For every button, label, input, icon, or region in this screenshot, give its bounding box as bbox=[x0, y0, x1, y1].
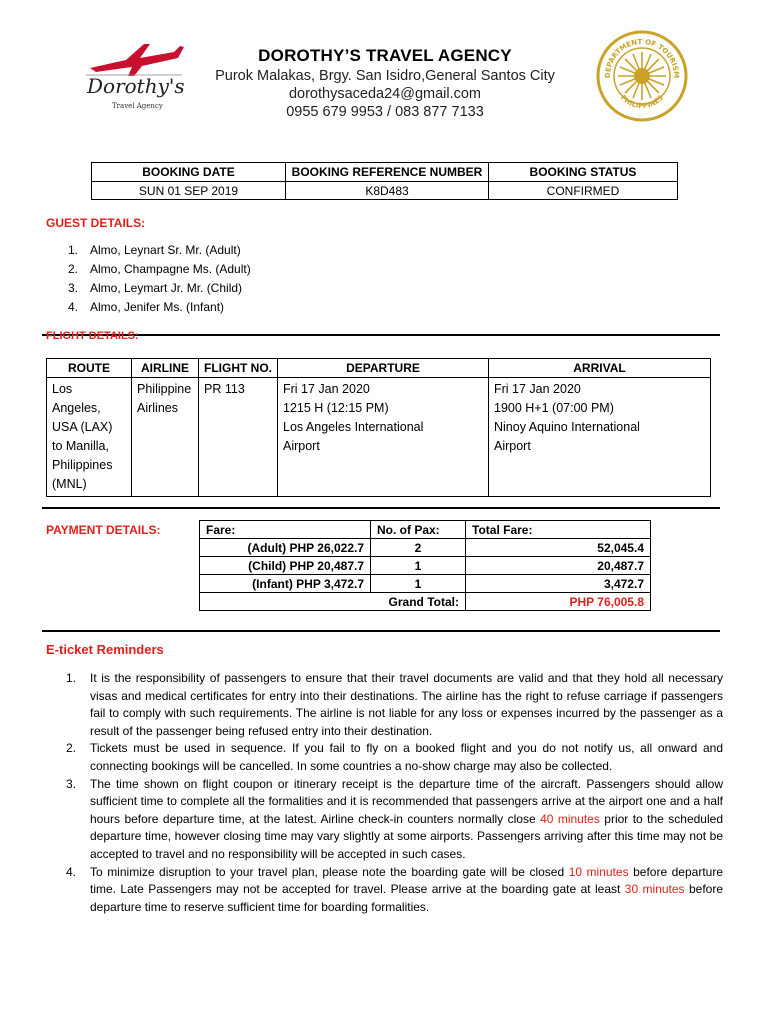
grand-total-label: Grand Total: bbox=[200, 593, 466, 611]
booking-status: CONFIRMED bbox=[489, 182, 678, 200]
pax-header: No. of Pax: bbox=[371, 521, 466, 539]
dot-seal bbox=[596, 30, 688, 122]
departure-cell: Fri 17 Jan 2020 1215 H (12:15 PM) Los Angeles International Airport bbox=[278, 378, 489, 497]
agency-phones: 0955 679 9953 / 083 877 7133 bbox=[286, 104, 484, 120]
sun-seal-icon bbox=[596, 30, 688, 122]
table-row: (Child) PHP 20,487.7 1 20,487.7 bbox=[200, 557, 651, 575]
booking-date: SUN 01 SEP 2019 bbox=[92, 182, 286, 200]
booking-ref-header: BOOKING REFERENCE NUMBER bbox=[286, 163, 489, 182]
list-item: 1. It is the responsibility of passengers to ensure that their travel documents are valid and that they hold all necessary visas and medical certificates for entry into their destinations. The airline has the right to refuse carriage if passengers fail to comply with such requirements. The airline is not liable for any loss or expenses incurred by the passenger as a result of the passenger being refused entry into their destination. bbox=[66, 671, 723, 738]
booking-date-header: BOOKING DATE bbox=[92, 163, 286, 182]
airplane-icon bbox=[82, 38, 188, 78]
agency-name: DOROTHY’S TRAVEL AGENCY bbox=[258, 46, 512, 65]
airline-cell: Philippine Airlines bbox=[132, 378, 199, 497]
departure-header: DEPARTURE bbox=[278, 359, 489, 378]
list-item: 4. To minimize disruption to your travel plan, please note the boarding gate will be closed 10 minutes before departure time. Late Passengers may not be accepted for travel. Please arrive at the boarding gate at least 30 minutes before departure time to reserve sufficient time for boarding formalities. bbox=[66, 864, 724, 914]
agency-logo bbox=[82, 38, 188, 122]
agency-email: dorothysaceda24@gmail.com bbox=[288, 86, 482, 102]
list-item: 3. Almo, Leymart Jr. Mr. (Child) bbox=[68, 281, 243, 295]
reminders-list bbox=[66, 670, 723, 916]
list-item: 2. Tickets must be used in sequence. If you fail to fly on a booked flight and you do not notify us, all onward and connecting bookings will be cancelled. In some countries a no-show charge may also be collected. bbox=[66, 741, 723, 773]
booking-ref: K8D483 bbox=[286, 182, 489, 200]
logo-wordmark: Dorothy's bbox=[87, 74, 185, 98]
payment-table bbox=[199, 520, 651, 611]
flight-details-title: FLIGHT DETAILS: bbox=[46, 331, 139, 339]
list-item: 2. Almo, Champagne Ms. (Adult) bbox=[68, 262, 251, 276]
list-item: 3. The time shown on flight coupon or itinerary receipt is the departure time of the aircraft. Passengers should allow sufficient time to complete all the formalities and it is recommended that passengers arrive at the airport one and a half hours before departure time, at the latest. Airline check-in counters normally close 40 minutes prior to the scheduled departure time, however closing time may vary slightly at some airports. Passengers arriving after this time may not be accepted to travel and no responsibility will be accepted in such cases. bbox=[66, 776, 723, 861]
airline-header: AIRLINE bbox=[132, 359, 199, 378]
grand-total-value: PHP 76,005.8 bbox=[466, 593, 651, 611]
seal-text-top: DEPARTMENT OF TOURISM bbox=[603, 37, 681, 79]
route-cell: Los Angeles, USA (LAX) to Manilla, Philippines (MNL) bbox=[47, 378, 132, 497]
booking-status-header: BOOKING STATUS bbox=[489, 163, 678, 182]
table-row: (Adult) PHP 26,022.7 2 52,045.4 bbox=[200, 539, 651, 557]
arrival-header: ARRIVAL bbox=[489, 359, 711, 378]
seal-text-bottom: PHILIPPINES bbox=[618, 93, 666, 111]
guest-list bbox=[68, 243, 251, 319]
payment-details-title: PAYMENT DETAILS: bbox=[46, 523, 161, 537]
booking-table bbox=[91, 162, 678, 200]
table-row: (Infant) PHP 3,472.7 1 3,472.7 bbox=[200, 575, 651, 593]
section-divider bbox=[42, 507, 720, 509]
arrival-cell: Fri 17 Jan 2020 1900 H+1 (07:00 PM) Ninoy Aquino International Airport bbox=[489, 378, 711, 497]
logo-subtext: Travel Agency bbox=[112, 102, 163, 110]
agency-address: Purok Malakas, Brgy. San Isidro,General Santos City bbox=[215, 68, 555, 84]
section-divider bbox=[42, 334, 720, 336]
route-header: ROUTE bbox=[47, 359, 132, 378]
list-item: 4. Almo, Jenifer Ms. (Infant) bbox=[68, 300, 225, 314]
total-header: Total Fare: bbox=[466, 521, 651, 539]
fare-header: Fare: bbox=[200, 521, 371, 539]
flight-no-header: FLIGHT NO. bbox=[199, 359, 278, 378]
flight-table bbox=[46, 358, 711, 497]
reminders-title: E-ticket Reminders bbox=[46, 642, 164, 657]
list-item: 1. Almo, Leynart Sr. Mr. (Adult) bbox=[68, 243, 241, 257]
guest-details-title: GUEST DETAILS: bbox=[46, 216, 146, 230]
section-divider bbox=[42, 630, 720, 632]
flight-no-cell: PR 113 bbox=[199, 378, 278, 497]
